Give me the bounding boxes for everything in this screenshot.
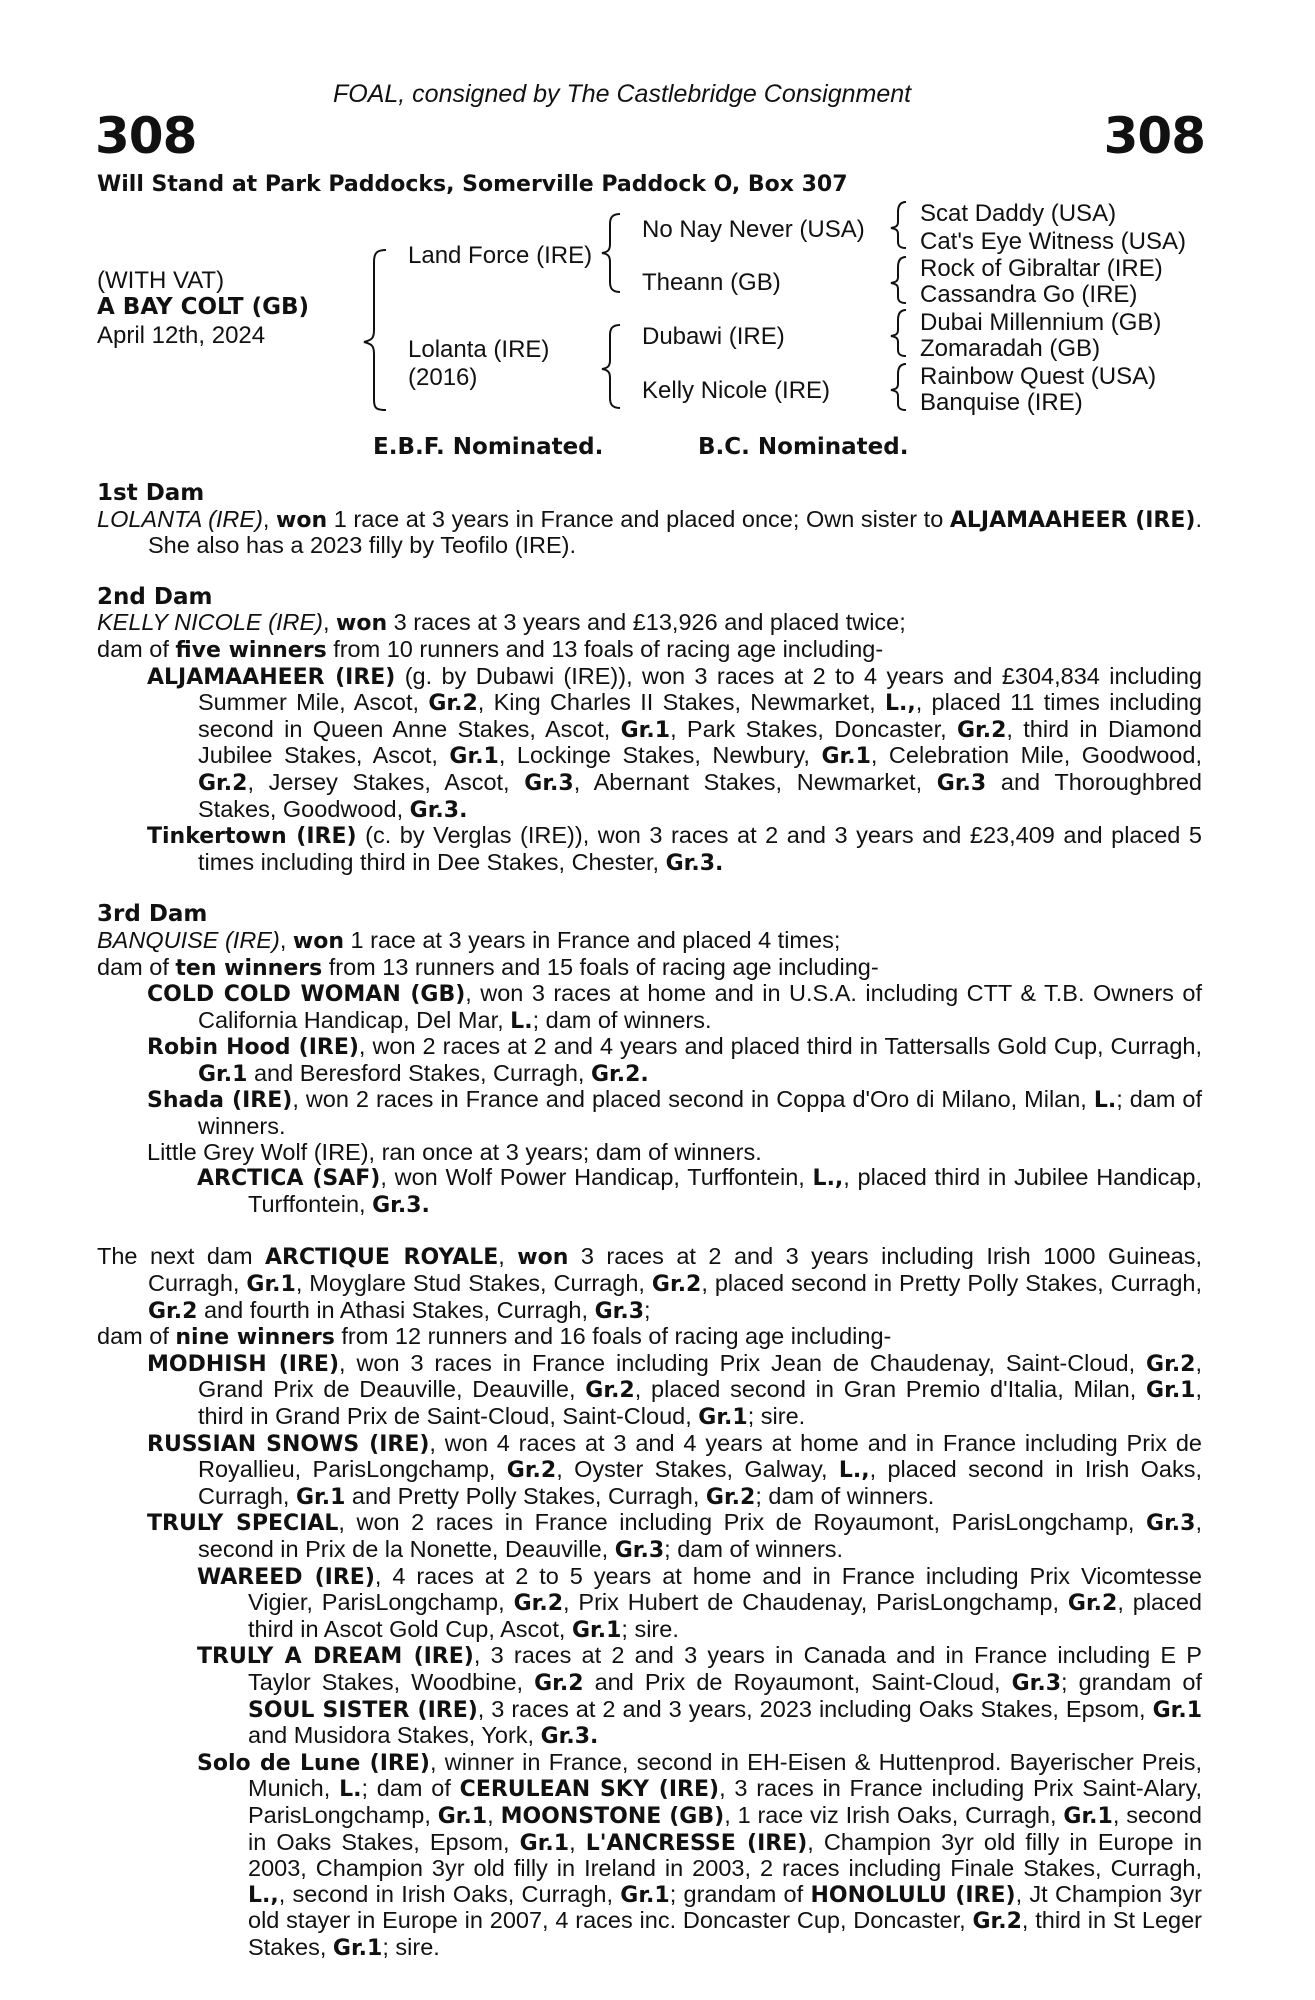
next-dam-para: The next dam ARCTIQUE ROYALE, won 3 races at 2 and 3 years including Irish 1000 Guineas, Curragh, Gr.1, Moyglare Stud Stakes, Curragh, Gr.2, placed second in Pretty Polly Stakes, Curragh, Gr.2 and fourth in Athasi Stakes, Curragh, Gr.3; <box>97 1243 1202 1324</box>
catalogue-body <box>97 481 1202 1961</box>
progeny-russian-snows: RUSSIAN SNOWS (IRE), won 4 races at 3 and 4 years at home and in France including Prix de Royallieu, ParisLongchamp, Gr.2, Oyster Stakes, Galway, L.,, placed second in Irish Oaks, Curragh, Gr.1 and Pretty Polly Stakes, Curragh, Gr.2; dam of winners. <box>147 1429 1202 1510</box>
progeny-solo-de-lune: Solo de Lune (IRE), winner in France, second in EH-Eisen & Huttenprod. Bayerischer Preis, Munich, L.; dam of CERULEAN SKY (IRE), 3 races in France including Prix Saint-Alary, ParisLongchamp, Gr.1, MOONSTONE (GB), 1 race viz Irish Oaks, Curragh, Gr.1, second in Oaks Stakes, Epsom, Gr.1, L'ANCRESSE (IRE), Champion 3yr old filly in Europe in 2003, Champion 3yr old filly in Ireland in 2003, 2 races including Finale Stakes, Curragh, L.,, second in Irish Oaks, Curragh, Gr.1; grandam of HONOLULU (IRE), Jt Champion 3yr old stayer in Europe in 2007, 4 races inc. Doncaster Cup, Doncaster, Gr.2, third in St Leger Stakes, Gr.1; sire. <box>197 1748 1203 1961</box>
third-dam-produce: dam of ten winners from 13 runners and 15 foals of racing age including- <box>97 953 879 981</box>
first-dam-heading: 1st Dam <box>97 480 205 506</box>
grandsire-2: Rock of Gibraltar (IRE) <box>920 255 1163 282</box>
granddam-3: Zomaradah (GB) <box>920 335 1101 362</box>
grandsire-3: Dubai Millennium (GB) <box>920 309 1162 336</box>
third-dam-para: BANQUISE (IRE), won 1 race at 3 years in France and placed 4 times; <box>97 926 841 954</box>
progeny-modhish: MODHISH (IRE), won 3 races in France including Prix Jean de Chaudenay, Saint-Cloud, Gr.2, Grand Prix de Deauville, Deauville, Gr.2, placed second in Gran Premio d'Italia, Milan, Gr.1, third in Grand Prix de Saint-Cloud, Saint-Cloud, Gr.1; sire. <box>147 1349 1203 1430</box>
foaling-date: April 12th, 2024 <box>97 322 266 349</box>
grandsire-1: Scat Daddy (USA) <box>920 200 1117 227</box>
progeny-robin-hood: Robin Hood (IRE), won 2 races at 2 and 4 years and placed third in Tattersalls Gold Cup, Curragh, Gr.1 and Beresford Stakes, Curragh, Gr.2. <box>147 1033 1202 1087</box>
sire-name: Land Force (IRE) <box>408 242 593 269</box>
granddam-4: Banquise (IRE) <box>920 389 1083 416</box>
consignor-line: FOAL, consigned by The Castlebridge Consignment <box>333 80 912 108</box>
second-dam-produce: dam of five winners from 10 runners and 13 foals of racing age including- <box>97 635 884 663</box>
second-dam-name: KELLY NICOLE (IRE) <box>97 609 323 636</box>
lot-number-right: 308 <box>1103 107 1205 165</box>
horse-name: A BAY COLT (GB) <box>97 294 310 320</box>
third-dam-name: BANQUISE (IRE) <box>97 926 280 953</box>
first-dam-sister: ALJAMAAHEER (IRE) <box>949 507 1196 533</box>
progeny-shada: Shada (IRE), won 2 races in France and placed second in Coppa d'Oro di Milano, Milan, L.; dam of winners. <box>147 1086 1202 1140</box>
next-dam-produce: dam of nine winners from 12 runners and 16 foals of racing age including- <box>97 1323 892 1351</box>
bc-nomination: B.C. Nominated. <box>698 434 909 460</box>
first-dam-para: LOLANTA (IRE), won 1 race at 3 years in France and placed once; Own sister to ALJAMAAHEER (IRE). She also has a 2023 filly by Teofilo (IRE). <box>97 505 1202 559</box>
stand-location: Will Stand at Park Paddocks, Somerville Paddock O, Box 307 <box>97 172 848 197</box>
granddam-2: Cassandra Go (IRE) <box>920 281 1138 308</box>
lot-number-left: 308 <box>95 107 197 165</box>
progeny-wareed: WAREED (IRE), 4 races at 2 to 5 years at home and in France including Prix Vicomtesse Vigier, ParisLongchamp, Gr.2, Prix Hubert de Chaudenay, ParisLongchamp, Gr.2, placed third in Ascot Gold Cup, Ascot, Gr.1; sire. <box>197 1562 1202 1643</box>
ebf-nomination: E.B.F. Nominated. <box>373 434 604 460</box>
vat-note: (WITH VAT) <box>97 267 225 294</box>
sire-dam: Theann (GB) <box>642 269 781 296</box>
progeny-truly-a-dream: TRULY A DREAM (IRE), 3 races at 2 and 3 years in Canada and in France including E P Taylor Stakes, Woodbine, Gr.2 and Prix de Royaumont, Saint-Cloud, Gr.3; grandam of SOUL SISTER (IRE), 3 races at 2 and 3 years, 2023 including Oaks Stakes, Epsom, Gr.1 and Musidora Stakes, York, Gr.3. <box>197 1642 1202 1750</box>
dam-name: Lolanta (IRE) <box>408 336 550 363</box>
first-dam-name: LOLANTA (IRE) <box>97 505 263 532</box>
progeny-arctica: ARCTICA (SAF), won Wolf Power Handicap, Turffontein, L.,, placed third in Jubilee Handicap, Turffontein, Gr.3. <box>197 1164 1203 1218</box>
grandsire-4: Rainbow Quest (USA) <box>920 363 1157 390</box>
second-dam-para: KELLY NICOLE (IRE), won 3 races at 3 years and £13,926 and placed twice; <box>97 609 906 637</box>
progeny-truly-special: TRULY SPECIAL, won 2 races in France including Prix de Royaumont, ParisLongchamp, Gr.3, second in Prix de la Nonette, Deauville, Gr.3; dam of winners. <box>147 1509 1202 1563</box>
dam-year: (2016) <box>408 364 478 391</box>
progeny-aljamaaheer: ALJAMAAHEER (IRE) (g. by Dubawi (IRE)), won 3 races at 2 to 4 years and £304,834 including Summer Mile, Ascot, Gr.2, King Charles II Stakes, Newmarket, L.,, placed 11 times including second in Queen Anne Stakes, Ascot, Gr.1, Park Stakes, Doncaster, Gr.2, third in Diamond Jubilee Stakes, Ascot, Gr.1, Lockinge Stakes, Newbury, Gr.1, Celebration Mile, Goodwood, Gr.2, Jersey Stakes, Ascot, Gr.3, Abernant Stakes, Newmarket, Gr.3 and Thoroughbred Stakes, Goodwood, Gr.3. <box>147 662 1202 823</box>
third-dam-heading: 3rd Dam <box>97 901 208 928</box>
dam-dam: Kelly Nicole (IRE) <box>642 377 831 404</box>
granddam-1: Cat's Eye Witness (USA) <box>920 228 1186 255</box>
sire-sire: No Nay Never (USA) <box>642 216 865 243</box>
dam-sire: Dubawi (IRE) <box>642 323 785 350</box>
second-dam-heading: 2nd Dam <box>97 583 213 610</box>
progeny-little-grey-wolf: Little Grey Wolf (IRE), ran once at 3 years; dam of winners. <box>147 1138 762 1165</box>
progeny-tinkertown: Tinkertown (IRE) (c. by Verglas (IRE)), won 3 races at 2 and 3 years and £23,409 and placed 5 times including third in Dee Stakes, Chester, Gr.3. <box>147 822 1202 876</box>
progeny-cold-cold-woman: COLD COLD WOMAN (GB), won 3 races at home and in U.S.A. including CTT & T.B. Owners of California Handicap, Del Mar, L.; dam of winners. <box>147 980 1202 1034</box>
